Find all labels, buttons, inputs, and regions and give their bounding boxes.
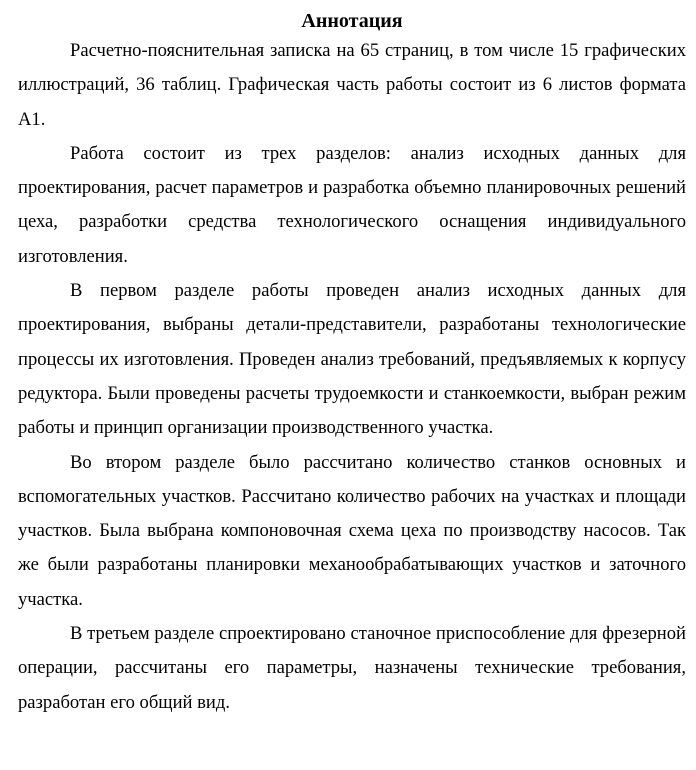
document-title: Аннотация (301, 10, 403, 32)
paragraph-section-one: В первом разделе работы проведен анализ исходных данных для проектирования, выбраны детали-представители, разработаны технологические процессы их изготовления. Проведен анализ требований, предъявляемых к корпусу редуктора. Были проведены расчеты трудоемкости и станкоемкости, выбран режим работы и принцип организации производственного участка. (18, 280, 686, 439)
paragraph-summary: Расчетно-пояснительная записка на 65 страниц, в том числе 15 графических иллюстраций, 36 таблиц. Графическая часть работы состоит из 6 листов формата А1. (18, 40, 686, 130)
paragraph-section-two: Во втором разделе было рассчитано количество станков основных и вспомогательных участков. Рассчитано количество рабочих на участках и площади участков. Была выбрана компоновочная схема цеха по производству насосов. Так же были разработаны планировки механообрабатывающих участков и заточного участка. (18, 451, 686, 610)
paragraph-structure: Работа состоит из трех разделов: анализ исходных данных для проектирования, расчет параметров и разработка объемно планировочных решений цеха, разработки средства технологического оснащения индивидуального изготовления. (18, 142, 686, 267)
paragraph-section-three: В третьем разделе спроектировано станочное приспособление для фрезерной операции, рассчитаны его параметры, назначены технические требования, разработан его общий вид. (18, 623, 686, 713)
